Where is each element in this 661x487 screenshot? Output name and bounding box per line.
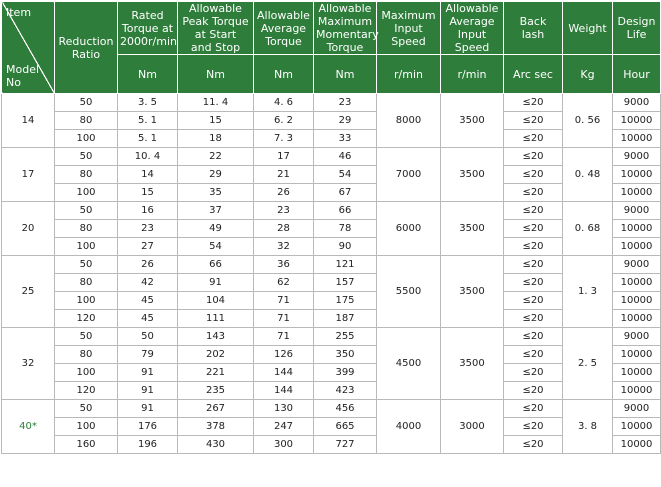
- backlash-cell: ≤20: [504, 292, 563, 310]
- design-life-cell: 9000: [613, 328, 661, 346]
- rated-torque-cell: 10. 4: [118, 148, 178, 166]
- backlash-cell: ≤20: [504, 94, 563, 112]
- ratio-cell: 50: [55, 148, 118, 166]
- ratio-cell: 80: [55, 166, 118, 184]
- max-input-speed-header: Maximum Input Speed: [377, 2, 441, 55]
- table-row: [2, 418, 661, 436]
- header-row: [2, 2, 661, 55]
- momentary-torque-cell: 187: [314, 310, 377, 328]
- table-row: [2, 202, 661, 220]
- momentary-torque-cell: 121: [314, 256, 377, 274]
- model-no-header: Model No: [6, 63, 40, 89]
- rated-torque-cell: 91: [118, 382, 178, 400]
- backlash-cell: ≤20: [504, 202, 563, 220]
- backlash-cell: ≤20: [504, 238, 563, 256]
- backlash-cell: ≤20: [504, 436, 563, 454]
- table-row: [2, 112, 661, 130]
- design-life-cell: 9000: [613, 400, 661, 418]
- table-row: [2, 238, 661, 256]
- model-cell: 14: [2, 94, 55, 148]
- rated-torque-cell: 15: [118, 184, 178, 202]
- design-life-cell: 9000: [613, 256, 661, 274]
- unit-max-input-speed: r/min: [377, 55, 441, 94]
- weight-cell: 2. 5: [563, 328, 613, 400]
- table-row: [2, 382, 661, 400]
- backlash-cell: ≤20: [504, 256, 563, 274]
- backlash-header: Back lash: [504, 2, 563, 55]
- rated-torque-header: Rated Torque at 2000r/min: [118, 2, 178, 55]
- table-row: [2, 328, 661, 346]
- weight-cell: 0. 68: [563, 202, 613, 256]
- momentary-torque-cell: 67: [314, 184, 377, 202]
- peak-torque-cell: 111: [178, 310, 254, 328]
- peak-torque-cell: 49: [178, 220, 254, 238]
- rated-torque-cell: 5. 1: [118, 130, 178, 148]
- momentary-torque-cell: 29: [314, 112, 377, 130]
- momentary-torque-cell: 90: [314, 238, 377, 256]
- design-life-cell: 10000: [613, 220, 661, 238]
- max-input-speed-cell: 8000: [377, 94, 441, 148]
- item-header: Item: [6, 6, 32, 19]
- backlash-cell: ≤20: [504, 166, 563, 184]
- peak-torque-cell: 430: [178, 436, 254, 454]
- momentary-torque-cell: 157: [314, 274, 377, 292]
- rated-torque-cell: 176: [118, 418, 178, 436]
- table-row: [2, 436, 661, 454]
- unit-peak-torque: Nm: [178, 55, 254, 94]
- rated-torque-cell: 16: [118, 202, 178, 220]
- design-life-cell: 10000: [613, 292, 661, 310]
- design-life-cell: 10000: [613, 166, 661, 184]
- ratio-cell: 50: [55, 256, 118, 274]
- design-life-cell: 10000: [613, 436, 661, 454]
- table-row: [2, 310, 661, 328]
- ratio-cell: 100: [55, 292, 118, 310]
- average-torque-header: Allowable Average Torque: [254, 2, 314, 55]
- table-row: [2, 274, 661, 292]
- ratio-cell: 100: [55, 238, 118, 256]
- momentary-torque-cell: 399: [314, 364, 377, 382]
- peak-torque-cell: 221: [178, 364, 254, 382]
- model-cell: 32: [2, 328, 55, 400]
- average-torque-cell: 4. 6: [254, 94, 314, 112]
- rated-torque-cell: 45: [118, 310, 178, 328]
- peak-torque-cell: 35: [178, 184, 254, 202]
- weight-cell: 0. 56: [563, 94, 613, 148]
- table-row: [2, 220, 661, 238]
- average-torque-cell: 26: [254, 184, 314, 202]
- unit-avg-input-speed: r/min: [441, 55, 504, 94]
- peak-torque-cell: 267: [178, 400, 254, 418]
- peak-torque-cell: 66: [178, 256, 254, 274]
- unit-average-torque: Nm: [254, 55, 314, 94]
- design-life-cell: 10000: [613, 418, 661, 436]
- peak-torque-cell: 202: [178, 346, 254, 364]
- backlash-cell: ≤20: [504, 148, 563, 166]
- ratio-cell: 120: [55, 310, 118, 328]
- peak-torque-header: Allowable Peak Torque at Start and Stop: [178, 2, 254, 55]
- design-life-cell: 10000: [613, 310, 661, 328]
- peak-torque-cell: 54: [178, 238, 254, 256]
- weight-cell: 0. 48: [563, 148, 613, 202]
- design-life-cell: 9000: [613, 148, 661, 166]
- design-life-cell: 10000: [613, 346, 661, 364]
- model-cell: 40*: [2, 400, 55, 454]
- avg-input-speed-cell: 3500: [441, 94, 504, 148]
- table-row: [2, 130, 661, 148]
- average-torque-cell: 144: [254, 382, 314, 400]
- average-torque-cell: 21: [254, 166, 314, 184]
- ratio-cell: 100: [55, 418, 118, 436]
- peak-torque-cell: 235: [178, 382, 254, 400]
- rated-torque-cell: 27: [118, 238, 178, 256]
- weight-cell: 1. 3: [563, 256, 613, 328]
- avg-input-speed-cell: 3500: [441, 202, 504, 256]
- max-input-speed-cell: 6000: [377, 202, 441, 256]
- unit-design-life: Hour: [613, 55, 661, 94]
- backlash-cell: ≤20: [504, 184, 563, 202]
- momentary-torque-cell: 423: [314, 382, 377, 400]
- momentary-torque-cell: 46: [314, 148, 377, 166]
- average-torque-cell: 144: [254, 364, 314, 382]
- ratio-cell: 100: [55, 364, 118, 382]
- avg-input-speed-cell: 3500: [441, 148, 504, 202]
- max-input-speed-cell: 5500: [377, 256, 441, 328]
- backlash-cell: ≤20: [504, 130, 563, 148]
- spec-table-body: [2, 94, 661, 454]
- ratio-cell: 50: [55, 328, 118, 346]
- ratio-cell: 50: [55, 400, 118, 418]
- table-row: [2, 346, 661, 364]
- rated-torque-cell: 14: [118, 166, 178, 184]
- reduction-ratio-header: Reduction Ratio: [55, 2, 118, 94]
- spec-table: [1, 1, 661, 454]
- unit-momentary-torque: Nm: [314, 55, 377, 94]
- backlash-cell: ≤20: [504, 382, 563, 400]
- design-life-cell: 10000: [613, 130, 661, 148]
- peak-torque-cell: 15: [178, 112, 254, 130]
- model-cell: 25: [2, 256, 55, 328]
- momentary-torque-cell: 54: [314, 166, 377, 184]
- average-torque-cell: 247: [254, 418, 314, 436]
- backlash-cell: ≤20: [504, 400, 563, 418]
- unit-backlash: Arc sec: [504, 55, 563, 94]
- design-life-header: Design Life: [613, 2, 661, 55]
- backlash-cell: ≤20: [504, 328, 563, 346]
- ratio-cell: 100: [55, 130, 118, 148]
- peak-torque-cell: 378: [178, 418, 254, 436]
- momentary-torque-cell: 66: [314, 202, 377, 220]
- average-torque-cell: 23: [254, 202, 314, 220]
- avg-input-speed-header: Allowable Average Input Speed: [441, 2, 504, 55]
- unit-weight: Kg: [563, 55, 613, 94]
- table-row: [2, 94, 661, 112]
- ratio-cell: 80: [55, 274, 118, 292]
- design-life-cell: 10000: [613, 184, 661, 202]
- avg-input-speed-cell: 3000: [441, 400, 504, 454]
- ratio-cell: 120: [55, 382, 118, 400]
- average-torque-cell: 17: [254, 148, 314, 166]
- design-life-cell: 10000: [613, 382, 661, 400]
- design-life-cell: 10000: [613, 112, 661, 130]
- peak-torque-cell: 11. 4: [178, 94, 254, 112]
- ratio-cell: 50: [55, 202, 118, 220]
- corner-header: [2, 2, 55, 94]
- weight-cell: 3. 8: [563, 400, 613, 454]
- backlash-cell: ≤20: [504, 274, 563, 292]
- ratio-cell: 160: [55, 436, 118, 454]
- rated-torque-cell: 42: [118, 274, 178, 292]
- rated-torque-cell: 3. 5: [118, 94, 178, 112]
- rated-torque-cell: 79: [118, 346, 178, 364]
- momentary-torque-cell: 456: [314, 400, 377, 418]
- ratio-cell: 80: [55, 346, 118, 364]
- avg-input-speed-cell: 3500: [441, 328, 504, 400]
- table-row: [2, 166, 661, 184]
- backlash-cell: ≤20: [504, 346, 563, 364]
- design-life-cell: 9000: [613, 202, 661, 220]
- average-torque-cell: 32: [254, 238, 314, 256]
- rated-torque-cell: 5. 1: [118, 112, 178, 130]
- table-row: [2, 256, 661, 274]
- peak-torque-cell: 29: [178, 166, 254, 184]
- table-row: [2, 364, 661, 382]
- ratio-cell: 80: [55, 220, 118, 238]
- max-input-speed-cell: 7000: [377, 148, 441, 202]
- design-life-cell: 10000: [613, 238, 661, 256]
- momentary-torque-cell: 23: [314, 94, 377, 112]
- momentary-torque-cell: 350: [314, 346, 377, 364]
- ratio-cell: 80: [55, 112, 118, 130]
- rated-torque-cell: 91: [118, 364, 178, 382]
- table-row: [2, 400, 661, 418]
- average-torque-cell: 71: [254, 292, 314, 310]
- average-torque-cell: 71: [254, 328, 314, 346]
- momentary-torque-cell: 665: [314, 418, 377, 436]
- rated-torque-cell: 26: [118, 256, 178, 274]
- rated-torque-cell: 91: [118, 400, 178, 418]
- table-row: [2, 148, 661, 166]
- ratio-cell: 100: [55, 184, 118, 202]
- average-torque-cell: 126: [254, 346, 314, 364]
- peak-torque-cell: 143: [178, 328, 254, 346]
- momentary-torque-cell: 78: [314, 220, 377, 238]
- max-input-speed-cell: 4000: [377, 400, 441, 454]
- average-torque-cell: 7. 3: [254, 130, 314, 148]
- momentary-torque-cell: 255: [314, 328, 377, 346]
- momentary-torque-cell: 727: [314, 436, 377, 454]
- momentary-torque-cell: 33: [314, 130, 377, 148]
- peak-torque-cell: 22: [178, 148, 254, 166]
- peak-torque-cell: 37: [178, 202, 254, 220]
- backlash-cell: ≤20: [504, 364, 563, 382]
- peak-torque-cell: 104: [178, 292, 254, 310]
- momentary-torque-cell: 175: [314, 292, 377, 310]
- design-life-cell: 10000: [613, 364, 661, 382]
- rated-torque-cell: 45: [118, 292, 178, 310]
- average-torque-cell: 6. 2: [254, 112, 314, 130]
- average-torque-cell: 300: [254, 436, 314, 454]
- model-cell: 20: [2, 202, 55, 256]
- ratio-cell: 50: [55, 94, 118, 112]
- unit-rated-torque: Nm: [118, 55, 178, 94]
- rated-torque-cell: 50: [118, 328, 178, 346]
- backlash-cell: ≤20: [504, 418, 563, 436]
- rated-torque-cell: 23: [118, 220, 178, 238]
- peak-torque-cell: 18: [178, 130, 254, 148]
- peak-torque-cell: 91: [178, 274, 254, 292]
- average-torque-cell: 71: [254, 310, 314, 328]
- rated-torque-cell: 196: [118, 436, 178, 454]
- momentary-torque-header: Allowable Maximum Momentary Torque: [314, 2, 377, 55]
- average-torque-cell: 28: [254, 220, 314, 238]
- backlash-cell: ≤20: [504, 112, 563, 130]
- avg-input-speed-cell: 3500: [441, 256, 504, 328]
- average-torque-cell: 62: [254, 274, 314, 292]
- average-torque-cell: 36: [254, 256, 314, 274]
- model-cell: 17: [2, 148, 55, 202]
- table-row: [2, 292, 661, 310]
- backlash-cell: ≤20: [504, 310, 563, 328]
- average-torque-cell: 130: [254, 400, 314, 418]
- design-life-cell: 10000: [613, 274, 661, 292]
- weight-header: Weight: [563, 2, 613, 55]
- design-life-cell: 9000: [613, 94, 661, 112]
- max-input-speed-cell: 4500: [377, 328, 441, 400]
- backlash-cell: ≤20: [504, 220, 563, 238]
- table-row: [2, 184, 661, 202]
